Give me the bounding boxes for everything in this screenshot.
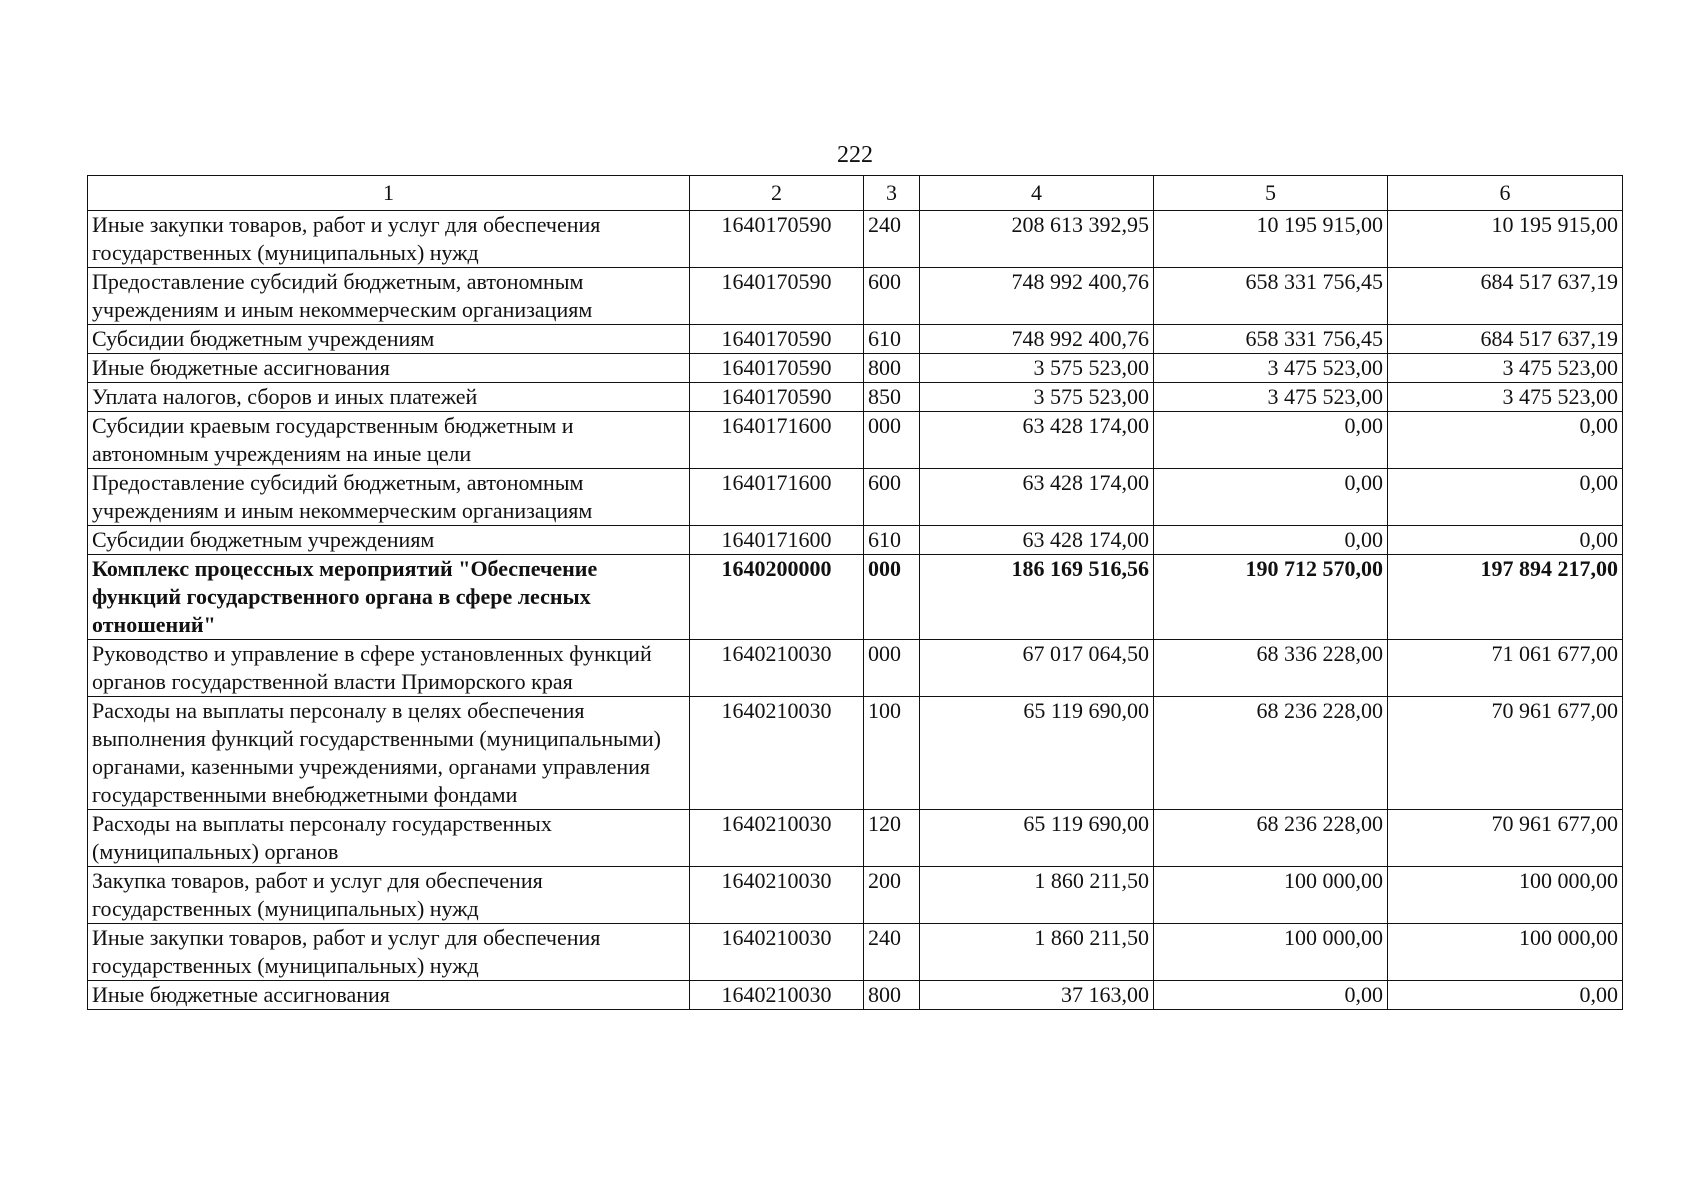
row-value-col-4: 748 992 400,76 [920, 325, 1154, 354]
header-col-6: 6 [1388, 176, 1623, 211]
row-code-cell: 1640170590 [690, 211, 864, 268]
row-type-cell: 610 [864, 325, 920, 354]
table-row [88, 981, 1623, 1010]
row-code-cell: 1640200000 [690, 555, 864, 640]
row-value-col-4: 748 992 400,76 [920, 268, 1154, 325]
row-code-cell: 1640171600 [690, 469, 864, 526]
table-row [88, 383, 1623, 412]
row-value-col-4: 65 119 690,00 [920, 697, 1154, 810]
header-col-5: 5 [1154, 176, 1388, 211]
table-row [88, 697, 1623, 810]
table-row [88, 867, 1623, 924]
row-value-col-6: 197 894 217,00 [1388, 555, 1623, 640]
row-value-col-5: 3 475 523,00 [1154, 383, 1388, 412]
page-number: 222 [837, 142, 873, 168]
budget-table [87, 175, 1623, 1010]
row-type-cell: 240 [864, 211, 920, 268]
header-col-1: 1 [88, 176, 690, 211]
table-row [88, 526, 1623, 555]
row-code-cell: 1640170590 [690, 268, 864, 325]
row-value-col-6: 0,00 [1388, 526, 1623, 555]
row-name-cell: Иные бюджетные ассигнования [88, 981, 690, 1010]
row-value-col-4: 208 613 392,95 [920, 211, 1154, 268]
table-row [88, 412, 1623, 469]
row-value-col-6: 100 000,00 [1388, 867, 1623, 924]
row-name-cell: Иные бюджетные ассигнования [88, 354, 690, 383]
row-type-cell: 000 [864, 640, 920, 697]
row-type-cell: 100 [864, 697, 920, 810]
row-name-cell: Субсидии бюджетным учреждениям [88, 526, 690, 555]
row-name-cell: Иные закупки товаров, работ и услуг для обеспечения государственных (муниципальных) нужд [88, 211, 690, 268]
row-type-cell: 000 [864, 555, 920, 640]
table-row [88, 810, 1623, 867]
row-value-col-6: 70 961 677,00 [1388, 810, 1623, 867]
row-code-cell: 1640210030 [690, 981, 864, 1010]
table-row [88, 555, 1623, 640]
row-name-cell: Закупка товаров, работ и услуг для обеспечения государственных (муниципальных) нужд [88, 867, 690, 924]
row-value-col-5: 0,00 [1154, 412, 1388, 469]
header-col-4: 4 [920, 176, 1154, 211]
row-code-cell: 1640170590 [690, 383, 864, 412]
row-value-col-6: 3 475 523,00 [1388, 383, 1623, 412]
table-body [88, 211, 1623, 1010]
row-value-col-6: 71 061 677,00 [1388, 640, 1623, 697]
row-value-col-5: 100 000,00 [1154, 924, 1388, 981]
row-type-cell: 240 [864, 924, 920, 981]
row-value-col-4: 65 119 690,00 [920, 810, 1154, 867]
row-value-col-4: 3 575 523,00 [920, 383, 1154, 412]
row-value-col-5: 68 336 228,00 [1154, 640, 1388, 697]
row-value-col-6: 10 195 915,00 [1388, 211, 1623, 268]
row-type-cell: 800 [864, 354, 920, 383]
row-code-cell: 1640210030 [690, 924, 864, 981]
row-code-cell: 1640171600 [690, 526, 864, 555]
row-name-cell: Субсидии краевым государственным бюджетным и автономным учреждениям на иные цели [88, 412, 690, 469]
row-name-cell: Расходы на выплаты персоналу государственных (муниципальных) органов [88, 810, 690, 867]
row-value-col-6: 0,00 [1388, 981, 1623, 1010]
header-col-3: 3 [864, 176, 920, 211]
header-col-2: 2 [690, 176, 864, 211]
row-value-col-4: 63 428 174,00 [920, 469, 1154, 526]
table-row [88, 640, 1623, 697]
row-code-cell: 1640210030 [690, 867, 864, 924]
row-value-col-4: 1 860 211,50 [920, 867, 1154, 924]
row-name-cell: Комплекс процессных мероприятий "Обеспечение функций государственного органа в сфере лесных отношений" [88, 555, 690, 640]
row-code-cell: 1640210030 [690, 640, 864, 697]
row-type-cell: 200 [864, 867, 920, 924]
table-header [88, 176, 1623, 211]
row-code-cell: 1640170590 [690, 325, 864, 354]
row-value-col-5: 658 331 756,45 [1154, 325, 1388, 354]
row-value-col-6: 100 000,00 [1388, 924, 1623, 981]
row-type-cell: 000 [864, 412, 920, 469]
row-value-col-5: 68 236 228,00 [1154, 697, 1388, 810]
row-type-cell: 610 [864, 526, 920, 555]
table-row [88, 211, 1623, 268]
row-value-col-4: 67 017 064,50 [920, 640, 1154, 697]
row-value-col-4: 63 428 174,00 [920, 412, 1154, 469]
row-value-col-4: 63 428 174,00 [920, 526, 1154, 555]
row-value-col-6: 3 475 523,00 [1388, 354, 1623, 383]
row-value-col-5: 3 475 523,00 [1154, 354, 1388, 383]
row-name-cell: Предоставление субсидий бюджетным, автономным учреждениям и иным некоммерческим организациям [88, 469, 690, 526]
row-name-cell: Расходы на выплаты персоналу в целях обеспечения выполнения функций государственными (муниципальными) органами, казенными учреждениями, органами управления государственными внебюджетными фондами [88, 697, 690, 810]
row-name-cell: Уплата налогов, сборов и иных платежей [88, 383, 690, 412]
header-row [88, 176, 1623, 211]
row-type-cell: 600 [864, 469, 920, 526]
row-value-col-5: 0,00 [1154, 981, 1388, 1010]
row-value-col-5: 190 712 570,00 [1154, 555, 1388, 640]
row-name-cell: Руководство и управление в сфере установленных функций органов государственной власти Приморского края [88, 640, 690, 697]
table-row [88, 924, 1623, 981]
table-row [88, 268, 1623, 325]
row-value-col-4: 37 163,00 [920, 981, 1154, 1010]
row-code-cell: 1640171600 [690, 412, 864, 469]
row-name-cell: Предоставление субсидий бюджетным, автономным учреждениям и иным некоммерческим организациям [88, 268, 690, 325]
row-name-cell: Иные закупки товаров, работ и услуг для обеспечения государственных (муниципальных) нужд [88, 924, 690, 981]
row-type-cell: 600 [864, 268, 920, 325]
row-value-col-5: 0,00 [1154, 469, 1388, 526]
row-value-col-5: 0,00 [1154, 526, 1388, 555]
row-name-cell: Субсидии бюджетным учреждениям [88, 325, 690, 354]
row-value-col-5: 658 331 756,45 [1154, 268, 1388, 325]
row-value-col-6: 0,00 [1388, 469, 1623, 526]
table-row [88, 469, 1623, 526]
row-type-cell: 120 [864, 810, 920, 867]
row-value-col-4: 186 169 516,56 [920, 555, 1154, 640]
table-row [88, 354, 1623, 383]
row-value-col-4: 3 575 523,00 [920, 354, 1154, 383]
row-value-col-4: 1 860 211,50 [920, 924, 1154, 981]
row-code-cell: 1640170590 [690, 354, 864, 383]
row-value-col-6: 70 961 677,00 [1388, 697, 1623, 810]
row-code-cell: 1640210030 [690, 697, 864, 810]
row-value-col-5: 100 000,00 [1154, 867, 1388, 924]
row-code-cell: 1640210030 [690, 810, 864, 867]
table-row [88, 325, 1623, 354]
row-value-col-6: 684 517 637,19 [1388, 268, 1623, 325]
row-type-cell: 850 [864, 383, 920, 412]
row-value-col-6: 684 517 637,19 [1388, 325, 1623, 354]
row-type-cell: 800 [864, 981, 920, 1010]
row-value-col-5: 10 195 915,00 [1154, 211, 1388, 268]
row-value-col-5: 68 236 228,00 [1154, 810, 1388, 867]
row-value-col-6: 0,00 [1388, 412, 1623, 469]
